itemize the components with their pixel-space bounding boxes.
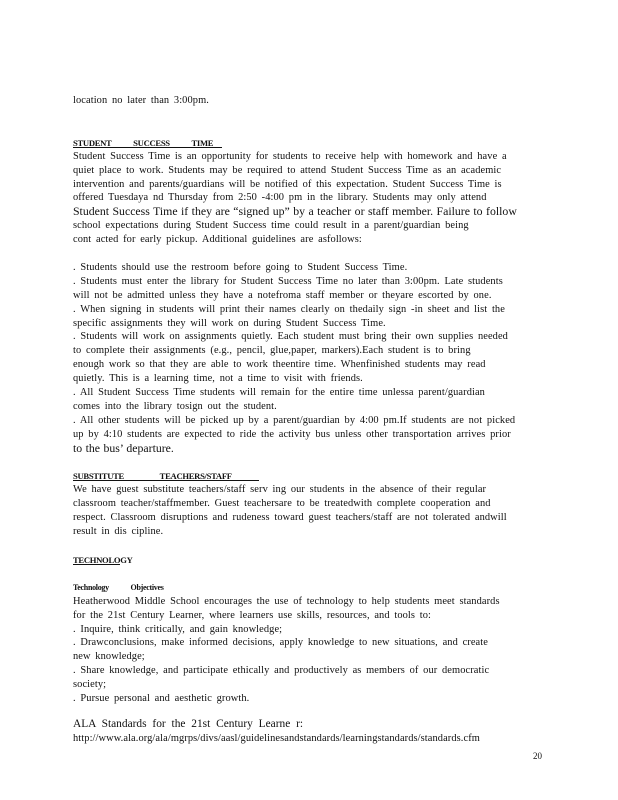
paragraph-line: location no later than 3:00pm. — [73, 95, 209, 106]
list-item-line: up by 4:10 students are expected to ride the activity bus unless other transportation arrives prior — [73, 429, 511, 440]
paragraph-line: We have guest substitute teachers/staff serv ing our students in the absence of their regular — [73, 484, 487, 495]
heading-underline — [73, 147, 222, 148]
heading-underline — [73, 480, 259, 481]
paragraph-line: result in dis cipline. — [73, 526, 164, 537]
page-number: 20 — [533, 751, 542, 761]
section-heading-student-success-time: STUDENT SUCCESS TIME — [73, 138, 214, 148]
list-item-line: to complete their assignments (e.g., pencil, glue,paper, markers).Each student is to bring — [73, 345, 471, 356]
paragraph-line: classroom teacher/staffmember. Guest teachersare to be treatedwith complete cooperation and — [73, 498, 491, 509]
paragraph-line: for the 21st Century Learner, where learners use skills, resources, and tools to: — [73, 610, 432, 621]
list-item-line: enough work so that they are able to work theentire time. Whenfinished students may read — [73, 359, 486, 370]
paragraph-line: Student Success Time is an opportunity for students to receive help with homework and have a — [73, 151, 507, 162]
list-item-line: society; — [73, 679, 107, 690]
list-item-line: . Drawconclusions, make informed decisions, apply knowledge to new situations, and create — [73, 637, 488, 648]
paragraph-line: Student Success Time if they are “signed up” by a teacher or staff member. Failure to follow — [73, 204, 517, 218]
paragraph-line: cont acted for early pickup. Additional guidelines are asfollows: — [73, 234, 362, 245]
subheading-technology-objectives: Technology Objectives — [73, 583, 164, 592]
list-item-line: new knowledge; — [73, 651, 145, 662]
list-item-line: . Share knowledge, and participate ethically and productively as members of our democratic — [73, 665, 490, 676]
ala-standards-line: ALA Standards for the 21st Century Learne r: — [73, 718, 304, 730]
paragraph-line: school expectations during Student Success time could result in a parent/guardian being — [73, 220, 469, 231]
paragraph-line: quiet place to work. Students may be required to attend Student Success Time as an academic — [73, 165, 502, 176]
list-item-line: quietly. This is a learning time, not a time to visit with friends. — [73, 373, 363, 384]
paragraph-line: Heatherwood Middle School encourages the use of technology to help students meet standards — [73, 596, 500, 607]
paragraph-line: respect. Classroom disruptions and rudeness toward guest teachers/staff are not tolerated andwill — [73, 512, 507, 523]
section-heading-substitute-teachers: SUBSTITUTE TEACHERS/STAFF — [73, 471, 232, 481]
paragraph-line: intervention and parents/guardians will be notified of this expectation. Student Success Time is — [73, 179, 502, 190]
list-item-line: . All other students will be picked up by a parent/guardian by 4:00 pm.If students are not picked — [73, 415, 516, 426]
list-item-line: will not be admitted unless they have a notefroma staff member or theyare escorted by one. — [73, 290, 492, 301]
list-item-line: . Pursue personal and aesthetic growth. — [73, 693, 250, 704]
list-item-line: . Students will work on assignments quietly. Each student must bring their own supplies needed — [73, 331, 508, 342]
heading-underline — [73, 564, 120, 565]
section-heading-technology: TECHNOLOGY — [73, 555, 133, 565]
ala-standards-url[interactable]: http://www.ala.org/ala/mgrps/divs/aasl/guidelinesandstandards/learningstandards/standards.cfm — [73, 733, 480, 744]
list-item-line: . All Student Success Time students will remain for the entire time unlessa parent/guardian — [73, 387, 485, 398]
list-item-line: specific assignments they will work on during Student Success Time. — [73, 318, 386, 329]
list-item-line: . Students should use the restroom before going to Student Success Time. — [73, 262, 408, 273]
list-item-line: comes into the library tosign out the student. — [73, 401, 277, 412]
list-item-line: . When signing in students will print their names clearly on thedaily sign -in sheet and list the — [73, 304, 505, 315]
list-item-line: . Inquire, think critically, and gain knowledge; — [73, 624, 283, 635]
list-item-line: to the bus’ departure. — [73, 441, 174, 455]
paragraph-line: offered Tuesdaya nd Thursday from 2:50 -4:00 pm in the library. Students may only attend — [73, 192, 487, 203]
list-item-line: . Students must enter the library for Student Success Time no later than 3:00pm. Late students — [73, 276, 503, 287]
